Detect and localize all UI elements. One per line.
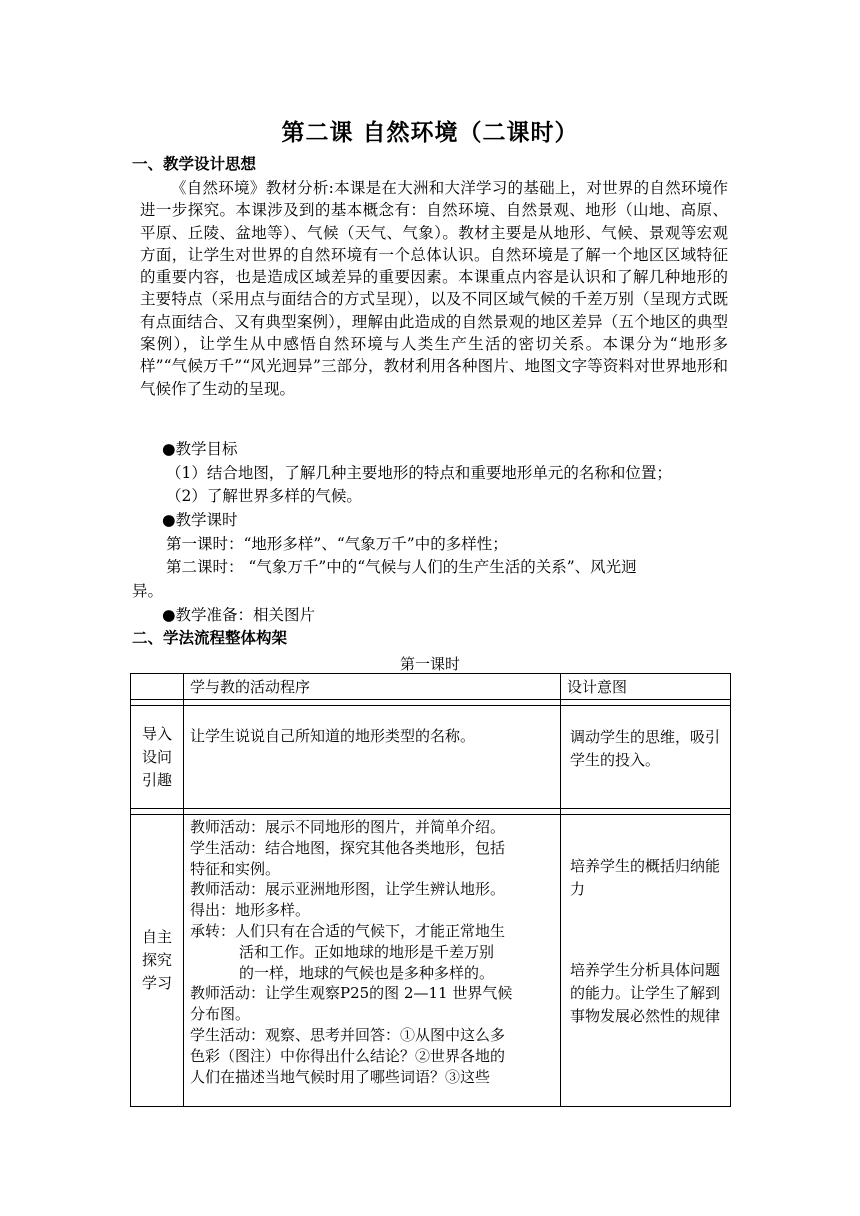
design-note-summarize: 培养学生的概括归纳能力 — [570, 857, 721, 898]
table-caption: 第一课时 — [399, 655, 460, 673]
activity-line: 色彩（图注）中你得出什么结论？②世界各地的 — [190, 1046, 506, 1065]
activity-line: 学生活动：观察、思考并回答：①从图中这么多 — [190, 1025, 506, 1044]
flow-table — [130, 673, 731, 1107]
hour-item-1: 第一课时：“地形多样”、“气象万千”中的多样性； — [166, 535, 508, 553]
activity-line: 活和工作。正如地球的地形是千差万别 — [239, 942, 495, 961]
stage-self-study: 自主探究学习 — [131, 815, 184, 1107]
stage-intro: 导入设问引趣 — [131, 706, 184, 809]
table-row — [131, 706, 731, 809]
activity-self-study — [184, 815, 561, 1107]
table-row — [131, 815, 731, 1107]
activity-line: 得出：地形多样。 — [190, 901, 311, 920]
goal-item-2: （2）了解世界多样的气候。 — [166, 487, 362, 505]
activity-line: 教师活动：展示亚洲地形图，让学生辨认地形。 — [190, 880, 506, 899]
section-heading-design-idea: 一、教学设计思想 — [132, 154, 257, 173]
activity-line: 分布图。 — [190, 1005, 251, 1024]
material-analysis-paragraph: 《自然环境》教材分析:本课是在大洲和大洋学习的基础上，对世界的自然环境作进一步探究。本课涉及到的基本概念有：自然环境、自然景观、地形（山地、高原、平原、丘陵、盆地等）、气候（天气、气象）。教材主要是从地形、气候、景观等宏观方面，让学生对世界的自然环境有一个总体认识。自然环境是了解一个地区区域特征的重要内容，也是造成区域差异的重要因素。本课重点内容是认识和了解几种地形的主要特点（采用点与面结合的方式呈现），以及不同区域气候的千差万别（呈现方式既有点面结合、又有典型案例），理解由此造成的自然景观的地区差异（五个地区的典型案例），让学生从中感悟自然环境与人类生产生活的密切关系。本课分为“地形多样”“气候万千”“风光迥异”三部分，教材利用各种图片、地图文字等资料对世界地形和气候作了生动的呈现。 — [140, 179, 728, 398]
header-activity: 学与教的活动程序 — [184, 674, 561, 700]
activity-line: 特征和实例。 — [190, 859, 281, 878]
design-note-analyze: 培养学生分析具体问题的能力。让学生了解到事物发展必然性的规律 — [570, 961, 721, 1025]
activity-line: 人们在描述当地气候时用了哪些词语？③这些 — [190, 1067, 491, 1086]
table-header-row — [131, 674, 731, 700]
header-stage — [131, 674, 184, 700]
activity-line: 承转：人们只有在合适的气候下，才能正常地生 — [190, 921, 506, 940]
preparation-label: ●教学准备：相关图片 — [162, 606, 316, 624]
activity-line: 学生活动：结合地图，探究其他各类地形，包括 — [190, 838, 506, 857]
header-design-intent: 设计意图 — [561, 674, 731, 700]
goals-label: ●教学目标 — [162, 440, 238, 458]
activity-line: 教师活动：让学生观察P25的图 2—11 世界气候 — [190, 984, 513, 1003]
hours-label: ●教学课时 — [162, 511, 238, 529]
hour-item-2: 第二课时： “气象万千”中的“气候与人们的生产生活的关系”、风光迥 — [166, 558, 637, 576]
activity-line: 教师活动：展示不同地形的图片，并简单介绍。 — [190, 818, 506, 836]
design-self-study — [561, 815, 731, 1107]
goal-item-1: （1）结合地图，了解几种主要地形的特点和重要地形单元的名称和位置； — [166, 464, 672, 482]
page-title: 第二课 自然环境（二课时） — [281, 119, 579, 146]
design-intro: 调动学生的思维，吸引学生的投入。 — [561, 706, 731, 809]
section-heading-flow: 二、学法流程整体构架 — [132, 628, 288, 647]
activity-line: 的一样，地球的气候也是多种多样的。 — [239, 963, 495, 982]
activity-intro: 让学生说说自己所知道的地形类型的名称。 — [184, 706, 561, 809]
hour-item-2-continued: 异。 — [132, 582, 164, 600]
